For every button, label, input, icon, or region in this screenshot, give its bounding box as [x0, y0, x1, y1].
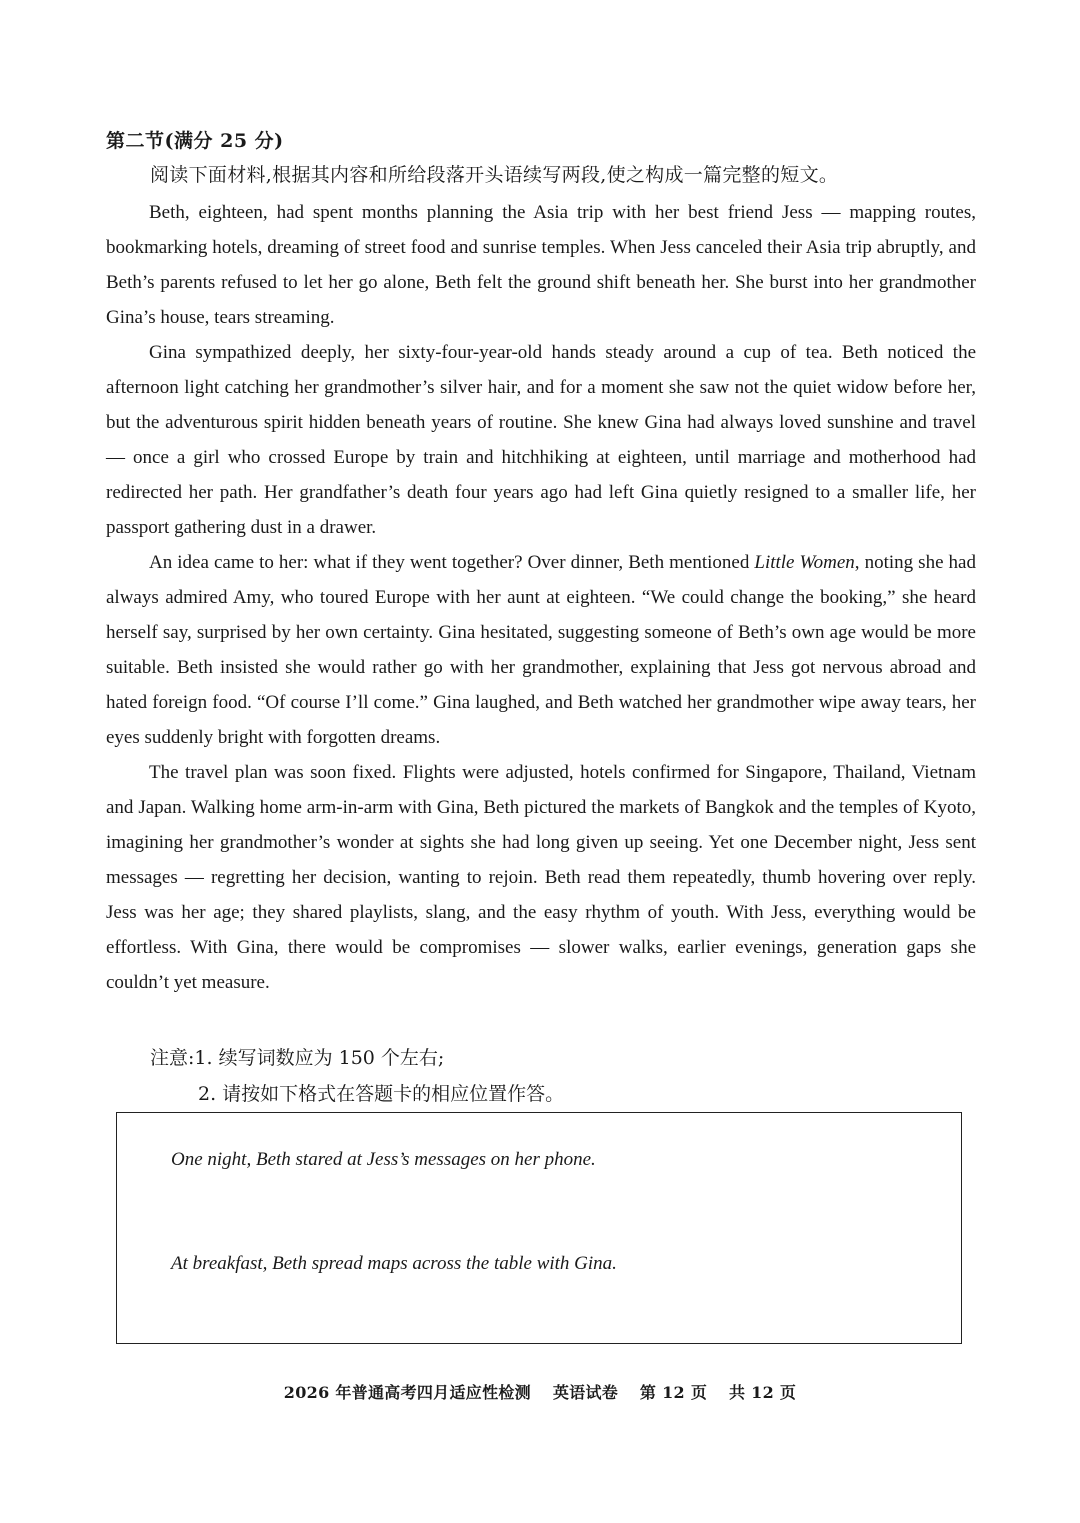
- passage-paragraph-3: [106, 545, 976, 755]
- paragraph-opening-2: At breakfast, Beth spread maps across the table with Gina.: [171, 1253, 617, 1274]
- notes: [150, 1040, 564, 1112]
- instruction-text: 阅读下面材料,根据其内容和所给段落开头语续写两段,使之构成一篇完整的短文。: [150, 164, 839, 186]
- answer-format-box: [116, 1112, 962, 1344]
- section-title: 第二节(满分 25 分): [106, 130, 284, 152]
- passage-paragraph-2: Gina sympathized deeply, her sixty-four-year-old hands steady around a cup of tea. Beth noticed the afternoon light catching her grandmother’s silver hair, and for a moment she saw not the quiet widow before her, but the adventurous spirit hidden beneath years of routine. She knew Gina had always loved sunshine and travel — once a girl who crossed Europe by train and hitchhiking at eighteen, until marriage and motherhood had redirected her path. Her grandfather’s death four years ago had left Gina quietly resigned to a smaller life, her passport gathering dust in a drawer.: [106, 342, 976, 538]
- paragraph-3-part-2: , noting she had always admired Amy, who toured Europe with her aunt at eighteen. “We could change the booking,” she heard herself say, surprised by her own certainty. Gina hesitated, suggesting someone of Beth’s own age would be more suitable. Beth insisted she would rather go with her grandmother, explaining that Jess got nervous abroad and hated foreign food. “Of course I’ll come.” Gina laughed, and Beth watched her grandmother wipe away tears, her eyes suddenly bright with forgotten dreams.: [106, 552, 976, 748]
- footer-total-pages: 共 12 页: [729, 1383, 797, 1402]
- paragraph-3-part-1: An idea came to her: what if they went together? Over dinner, Beth mentioned: [149, 552, 755, 573]
- reading-passage: [106, 195, 976, 1000]
- passage-paragraph-4: The travel plan was soon fixed. Flights were adjusted, hotels confirmed for Singapore, Thailand, Vietnam and Japan. Walking home arm-in-arm with Gina, Beth pictured the markets of Bangkok and the temples of Kyoto, imagining her grandmother’s wonder at sights she had long given up seeing. Yet one December night, Jess sent messages — regretting her decision, wanting to rejoin. Beth read them repeatedly, thumb hovering over reply. Jess was her age; they shared playlists, slang, and the easy rhythm of youth. With Jess, everything would be effortless. With Gina, there would be compromises — slower walks, earlier evenings, generation gaps she couldn’t yet measure.: [106, 762, 976, 993]
- footer-exam-name: 2026 年普通高考四月适应性检测: [283, 1383, 531, 1402]
- page-footer: [0, 1380, 1080, 1403]
- footer-page-number: 第 12 页: [639, 1383, 708, 1402]
- book-title: Little Women: [754, 552, 855, 573]
- passage-paragraph-1: Beth, eighteen, had spent months planning the Asia trip with her best friend Jess — mapping routes, bookmarking hotels, dreaming of street food and sunrise temples. When Jess canceled their Asia trip abruptly, and Beth’s parents refused to let her go alone, Beth felt the ground shift beneath her. She burst into her grandmother Gina’s house, tears streaming.: [106, 202, 976, 328]
- note-word-count: 注意:1. 续写词数应为 150 个左右;: [150, 1047, 445, 1069]
- footer-subject: 英语试卷: [552, 1383, 619, 1402]
- note-answer-format: 2. 请按如下格式在答题卡的相应位置作答。: [198, 1083, 565, 1105]
- paragraph-opening-1: One night, Beth stared at Jess’s messages on her phone.: [171, 1149, 596, 1170]
